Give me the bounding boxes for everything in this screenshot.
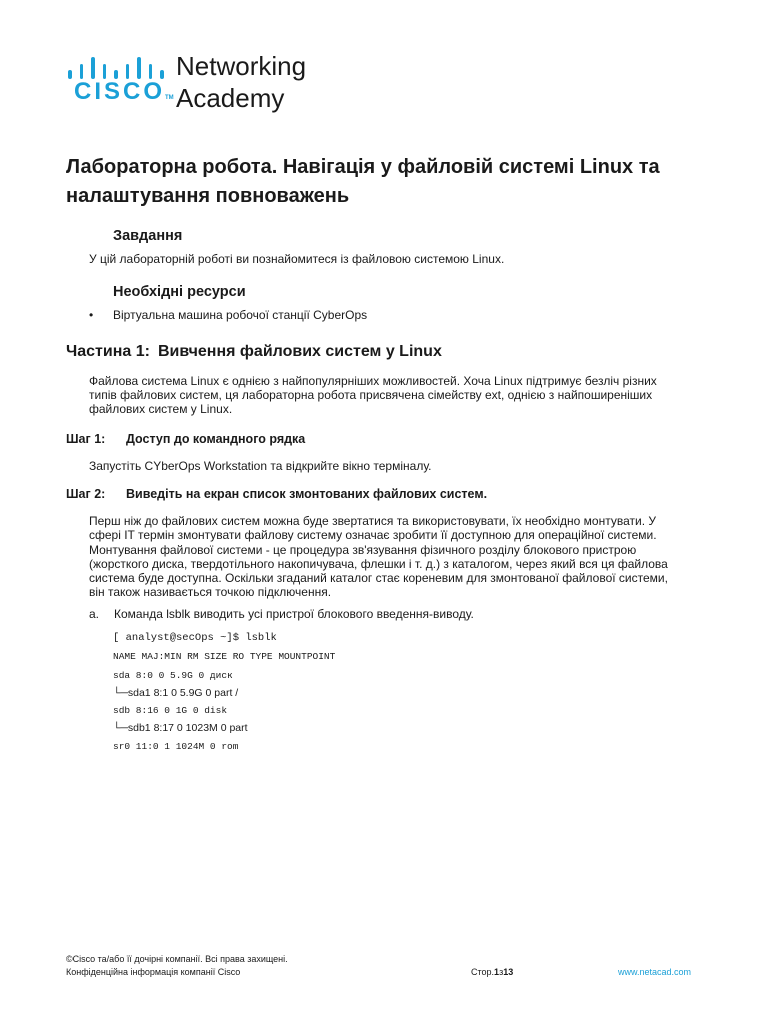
- part1-intro: Файлова система Linux є однією з найпопулярніших можливостей. Хоча Linux підтримує безліч різних типів файлових систем, ця лабораторна робота присвячена сімейству ext, однією з найпоширеніших файлових систем у Linux.: [89, 374, 657, 416]
- code-sdb: sdb 8:16 0 1G 0 disk: [113, 705, 228, 716]
- tasks-text: У цій лабораторній роботі ви познайомитеся із файловою системою Linux.: [89, 252, 505, 266]
- cisco-networking-academy-logo: [68, 50, 328, 113]
- code-prompt: [ analyst@secOps ~]$ lsblk: [113, 632, 277, 644]
- page-title: Лабораторна робота. Навігація у файловій системі Linux та налаштування повноважень: [66, 156, 660, 207]
- resource-list-item: • Віртуальна машина робочої станції CyberOps: [89, 308, 368, 322]
- part1-heading: Частина 1: Вивчення файлових систем у Linux: [66, 343, 442, 360]
- step1-heading: Шаг 1: Доступ до командного рядка: [66, 432, 306, 446]
- step2-heading: Шаг 2: Виведіть на екран список змонтованих файлових систем.: [66, 487, 488, 501]
- networking-academy-wordmark: Networking Academy: [176, 51, 307, 113]
- code-header: NAME MAJ:MIN RM SIZE RO TYPE MOUNTPOINT: [113, 651, 336, 662]
- tasks-heading: Завдання: [113, 228, 183, 244]
- code-sda: sda 8:0 0 5.9G 0 диск: [113, 670, 233, 681]
- step1-text: Запустіть CYberOps Workstation та відкрийте вікно терміналу.: [89, 459, 432, 473]
- cisco-bars-icon: [68, 55, 164, 79]
- resources-heading: Необхідні ресурси: [113, 284, 246, 300]
- bullet-icon: •: [89, 308, 94, 322]
- cisco-wordmark: CISCOTM: [74, 78, 174, 105]
- footer-copyright: ©Cisco та/або її дочірні компанії. Всі права захищені.: [66, 954, 288, 964]
- code-sr0: sr0 11:0 1 1024M 0 rom: [113, 741, 239, 752]
- step2-text: Перш ніж до файлових систем можна буде звертатися та використовувати, їх необхідно монтувати. У сфері IT термін змонтувати файлову систему означає зробити її доступною для операційної системи. Монтування файлової системи - це процедура зв'язування фізичного розділу блокового пристрою (жорсткого диска, твердотільного накопичувача, флешки і т. д.) з каталогом, через який вся ця файлова система буде доступна. Оскільки згаданий каталог стає кореневим для змонтованої файлової системи, він також називається точкою підключення.: [89, 514, 668, 600]
- footer-confidential: Конфіденційна інформація компанії Cisco: [66, 967, 241, 977]
- footer-page-number: Стор.1з13: [471, 967, 514, 977]
- code-sdb1: └─sdb1 8:17 0 1023M 0 part: [113, 722, 248, 734]
- footer-url-link[interactable]: www.netacad.com: [618, 967, 692, 977]
- code-sda1: └─sda1 8:1 0 5.9G 0 part /: [113, 687, 239, 699]
- step2-item-a: a. Команда lsblk виводить усі пристрої блокового введення-виводу.: [89, 607, 474, 621]
